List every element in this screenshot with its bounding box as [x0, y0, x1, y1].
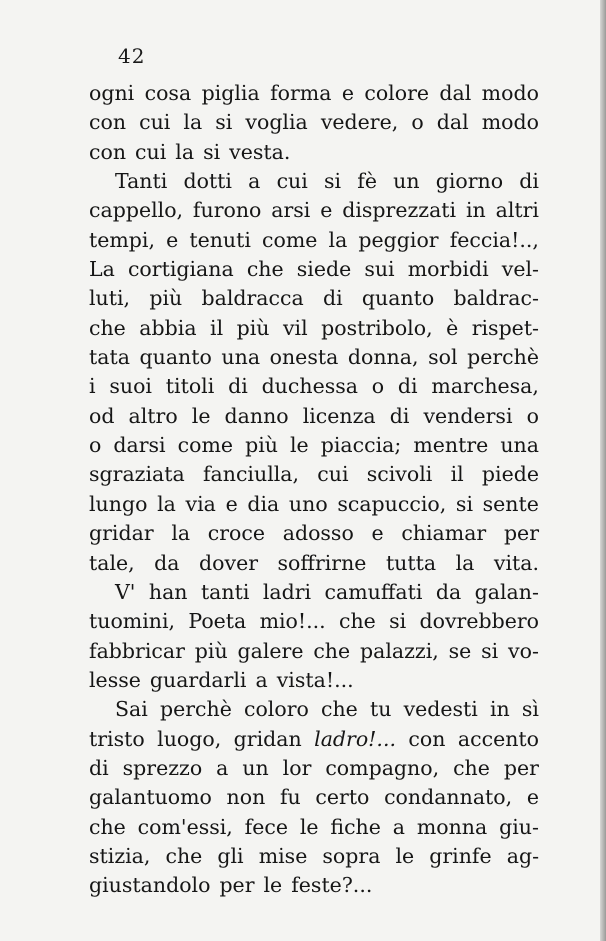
- word: tuomini,: [89, 609, 176, 634]
- word: un: [242, 755, 269, 780]
- word: tristo: [89, 726, 145, 751]
- word: colore: [364, 81, 430, 105]
- word: certo: [315, 785, 370, 810]
- word: sì: [521, 697, 539, 722]
- word: fè: [357, 169, 377, 194]
- page-edge-shadow: [600, 0, 606, 941]
- word: vil: [282, 315, 308, 340]
- word: perchè: [467, 345, 539, 370]
- word: perchè: [159, 697, 232, 722]
- word: non: [226, 785, 266, 810]
- text-line: [89, 138, 539, 167]
- word: o: [411, 110, 424, 135]
- word: fanciulla,: [202, 462, 300, 487]
- text-line: [89, 314, 539, 343]
- word: e: [166, 227, 179, 252]
- word: quanto: [361, 286, 435, 311]
- word: di: [519, 169, 539, 194]
- word: la: [183, 110, 203, 135]
- word: cosa: [144, 81, 192, 105]
- text-line: [89, 490, 539, 519]
- text-line: [89, 167, 539, 196]
- word: si: [323, 169, 342, 194]
- text-line: [89, 372, 539, 401]
- word: od: [89, 403, 115, 428]
- word: il: [450, 462, 464, 487]
- word: in: [465, 198, 486, 223]
- word: tu: [369, 697, 392, 722]
- text-line: [89, 460, 539, 489]
- word: per: [503, 755, 539, 780]
- word: che: [321, 697, 358, 722]
- word: voglia: [245, 110, 308, 135]
- text-line: [89, 754, 539, 783]
- word: galan-: [474, 579, 539, 604]
- text-line: [89, 695, 539, 724]
- word: scivoli: [366, 462, 433, 487]
- word: la: [328, 227, 348, 252]
- word: com'essi,: [137, 814, 233, 839]
- word: di: [228, 374, 248, 399]
- word: dotti: [183, 169, 232, 194]
- word: guardarli: [149, 667, 247, 692]
- word: monna: [416, 814, 488, 839]
- word: a: [248, 169, 261, 194]
- word: siede: [296, 257, 352, 282]
- word: vendersi: [423, 403, 513, 428]
- word: le: [263, 873, 283, 898]
- word: la: [175, 139, 195, 164]
- word: e: [320, 198, 333, 223]
- word: mise: [258, 843, 308, 868]
- word: cortigiana: [127, 257, 234, 282]
- body-text: [89, 79, 539, 901]
- word: compagno,: [325, 755, 440, 780]
- word: le: [290, 433, 309, 458]
- word: fiche: [330, 814, 381, 839]
- word: piglia: [201, 81, 260, 105]
- word: feccia!..,: [449, 227, 539, 252]
- word: si: [481, 638, 499, 663]
- word: e: [341, 81, 354, 105]
- word: o: [526, 403, 539, 428]
- word: di: [89, 755, 109, 780]
- word: tanti: [200, 579, 250, 604]
- word: camuffati: [324, 579, 423, 604]
- word: marchesa,: [431, 374, 539, 399]
- word: cappello,: [89, 198, 184, 223]
- word: gridar: [89, 521, 154, 546]
- word: dover: [199, 550, 259, 575]
- word: la: [171, 521, 191, 546]
- word: galere: [237, 638, 304, 663]
- word: a: [255, 667, 268, 692]
- word: palazzi,: [359, 638, 439, 663]
- word: morbidi: [407, 257, 489, 282]
- word: Sai: [115, 697, 148, 722]
- word: con: [89, 139, 127, 164]
- word: piaccia;: [320, 433, 402, 458]
- word: gridan: [233, 726, 302, 751]
- word: galantuomo: [89, 785, 212, 810]
- word: che: [89, 814, 126, 839]
- word: Tanti: [115, 169, 168, 194]
- word: e: [225, 491, 238, 516]
- word: V': [115, 579, 136, 604]
- text-line: [89, 637, 539, 666]
- word: tutta: [385, 550, 437, 575]
- word: dia: [247, 491, 280, 516]
- word: luogo,: [157, 726, 222, 751]
- word: lungo: [89, 491, 148, 516]
- word: o: [371, 374, 385, 399]
- word: cui: [135, 139, 167, 164]
- word: è: [446, 315, 459, 340]
- word: lesse: [89, 667, 141, 692]
- word: darsi: [113, 433, 166, 458]
- word: rispet-: [471, 315, 539, 340]
- word: tenuti: [189, 227, 251, 252]
- word: forma: [270, 81, 332, 105]
- word: cui: [139, 110, 171, 135]
- word: han: [148, 579, 188, 604]
- word: vesta.: [229, 139, 291, 164]
- word: sopra: [322, 843, 381, 868]
- word: vedesti: [403, 697, 478, 722]
- word: e: [526, 785, 539, 810]
- word: Poeta: [188, 609, 247, 634]
- word: tale,: [89, 550, 135, 575]
- word: sgraziata: [89, 462, 185, 487]
- word: La: [89, 257, 115, 282]
- word: luti,: [89, 286, 131, 311]
- word: condannato,: [384, 785, 513, 810]
- word: vel-: [501, 257, 539, 282]
- word: un: [393, 169, 420, 194]
- text-line: [89, 871, 539, 900]
- word: che: [453, 755, 490, 780]
- text-line: [89, 813, 539, 842]
- word: peggior: [358, 227, 439, 252]
- word: vo-: [508, 638, 539, 663]
- text-line: [89, 402, 539, 431]
- page-number: 42: [118, 44, 146, 68]
- text-line: [89, 255, 539, 284]
- word: le: [299, 814, 319, 839]
- text-line: [89, 725, 539, 754]
- word: se: [448, 638, 472, 663]
- word: baldrac-: [453, 286, 539, 311]
- word: si: [455, 491, 473, 516]
- word: la: [157, 491, 176, 516]
- word: furono: [192, 198, 262, 223]
- word: per: [219, 873, 255, 898]
- word: dal: [436, 110, 469, 135]
- word: fu: [279, 785, 301, 810]
- word: baldracca: [201, 286, 304, 311]
- word: si: [389, 609, 407, 634]
- word: di: [322, 286, 343, 311]
- word: dovrebbero: [419, 609, 539, 634]
- word: uno: [288, 491, 328, 516]
- word: cui: [317, 462, 349, 487]
- text-line: [89, 842, 539, 871]
- word: licenza: [302, 403, 376, 428]
- text-line: [89, 519, 539, 548]
- word: con: [408, 726, 446, 751]
- word: adosso: [282, 521, 354, 546]
- text-line: [89, 226, 539, 255]
- word: che: [89, 315, 126, 340]
- word: sprezzo: [122, 755, 203, 780]
- word: fece: [244, 814, 289, 839]
- word: lor: [282, 755, 312, 780]
- text-line: [89, 666, 539, 695]
- text-line: [89, 108, 539, 137]
- word: le: [191, 403, 211, 428]
- word: in: [490, 697, 510, 722]
- word: sui: [364, 257, 395, 282]
- word: postribolo,: [321, 315, 433, 340]
- word: di: [389, 403, 410, 428]
- word: duchessa: [261, 374, 358, 399]
- text-line: [89, 343, 539, 372]
- word: modo: [481, 110, 539, 135]
- word: altro: [128, 403, 178, 428]
- word: titoli: [165, 374, 215, 399]
- word: vedere,: [320, 110, 399, 135]
- word: via: [185, 491, 216, 516]
- text-line: [89, 607, 539, 636]
- word: una: [500, 433, 539, 458]
- word: disprezzati: [342, 198, 457, 223]
- word: le: [395, 843, 415, 868]
- word: sente: [482, 491, 539, 516]
- word: a: [392, 814, 405, 839]
- word: soffrirne: [277, 550, 367, 575]
- text-line: [89, 79, 539, 108]
- word: ogni: [89, 81, 135, 105]
- word: a: [216, 755, 229, 780]
- word: abbia: [139, 315, 197, 340]
- word: da: [154, 550, 180, 575]
- word: danno: [224, 403, 289, 428]
- word: grinfe: [429, 843, 492, 868]
- word: vista!...: [276, 667, 354, 692]
- word: più: [149, 286, 183, 311]
- word: onesta: [269, 345, 339, 370]
- word: scapuccio,: [337, 491, 447, 516]
- word: che: [313, 638, 351, 663]
- word: come: [262, 227, 318, 252]
- word: e: [371, 521, 384, 546]
- word: con: [89, 110, 127, 135]
- text-line: [89, 549, 539, 578]
- word: si: [215, 110, 233, 135]
- word: più: [236, 315, 270, 340]
- word: stizia,: [89, 843, 151, 868]
- word: accento: [457, 726, 539, 751]
- word: sol: [428, 345, 458, 370]
- word: i: [89, 374, 96, 399]
- word: cui: [276, 169, 308, 194]
- word: di: [397, 374, 418, 399]
- word: giorno: [435, 169, 504, 194]
- text-line: [89, 578, 539, 607]
- word: altri: [495, 198, 539, 223]
- word: arsi: [271, 198, 311, 223]
- word: coloro: [243, 697, 309, 722]
- word: la: [455, 550, 475, 575]
- word: mentre: [413, 433, 489, 458]
- word: tata: [89, 345, 130, 370]
- word: per: [503, 521, 539, 546]
- word: fabbricar: [89, 638, 185, 663]
- word: che: [246, 257, 284, 282]
- word: vita.: [493, 550, 539, 575]
- word: feste?...: [291, 873, 373, 898]
- word: più: [194, 638, 228, 663]
- word: giustandolo: [89, 873, 211, 898]
- text-line: [89, 196, 539, 225]
- word: dal: [439, 81, 472, 105]
- text-line: [89, 783, 539, 812]
- word: tempi,: [89, 227, 156, 252]
- word: ag-: [506, 843, 539, 868]
- word: che: [338, 609, 376, 634]
- word: chiamar: [401, 521, 487, 546]
- word: o: [89, 433, 102, 458]
- word: si: [203, 139, 221, 164]
- word: croce: [207, 521, 266, 546]
- word: donna,: [347, 345, 419, 370]
- word: ladro!...: [314, 726, 396, 751]
- word: più: [245, 433, 278, 458]
- word: ladri: [262, 579, 312, 604]
- word: come: [177, 433, 234, 458]
- word: che: [165, 843, 203, 868]
- word: modo: [481, 81, 539, 105]
- word: suoi: [109, 374, 152, 399]
- word: il: [210, 315, 224, 340]
- text-line: [89, 284, 539, 313]
- word: una: [221, 345, 261, 370]
- word: giu-: [499, 814, 539, 839]
- word: quanto: [139, 345, 212, 370]
- word: da: [435, 579, 462, 604]
- word: gli: [217, 843, 244, 868]
- text-line: [89, 431, 539, 460]
- word: mio!...: [259, 609, 326, 634]
- word: piede: [481, 462, 539, 487]
